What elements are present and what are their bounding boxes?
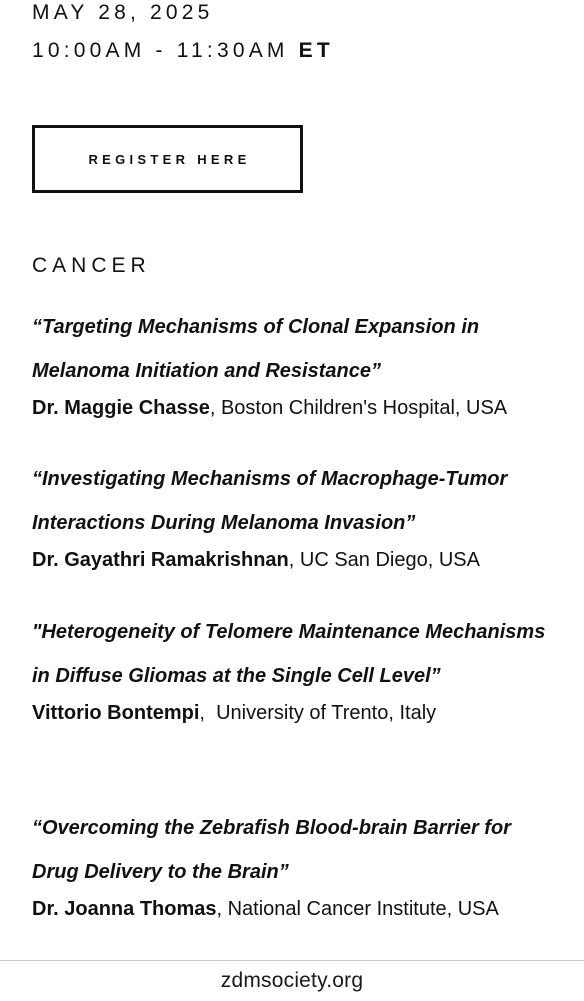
talk-title: “Overcoming the Zebrafish Blood-brain Barrier for Drug Delivery to the Brain” bbox=[32, 817, 511, 883]
speaker-affiliation: , Boston Children's Hospital, USA bbox=[209, 397, 508, 419]
speaker-affiliation: , UC San Diego, USA bbox=[288, 549, 480, 571]
talk-speaker bbox=[32, 894, 562, 924]
register-button[interactable] bbox=[32, 125, 303, 193]
browser-address-bar[interactable] bbox=[0, 960, 584, 1001]
section-heading: CANCER bbox=[32, 254, 151, 277]
talk-speaker bbox=[32, 545, 562, 575]
event-time-range: 10:00AM - 11:30AM bbox=[32, 39, 289, 62]
speaker-affiliation: , National Cancer Institute, USA bbox=[216, 898, 499, 920]
talk-speaker bbox=[32, 698, 562, 728]
event-time bbox=[32, 38, 334, 64]
talk-speaker bbox=[32, 393, 562, 423]
talk-title: “Investigating Mechanisms of Macrophage-Tumor Interactions During Melanoma Invasion” bbox=[32, 468, 508, 534]
event-date bbox=[32, 0, 214, 26]
talk-title: “Targeting Mechanisms of Clonal Expansion in Melanoma Initiation and Resistance” bbox=[32, 316, 480, 382]
speaker-name: Dr. Gayathri Ramakrishnan bbox=[32, 549, 289, 571]
register-button-label: REGISTER HERE bbox=[88, 151, 251, 167]
event-date-text: MAY 28, 2025 bbox=[32, 1, 214, 24]
talk-item bbox=[32, 457, 562, 575]
speaker-name: Vittorio Bontempi bbox=[32, 702, 200, 724]
speaker-affiliation: , University of Trento, Italy bbox=[199, 702, 437, 724]
speaker-name: Dr. Maggie Chasse bbox=[32, 397, 210, 419]
talk-item bbox=[32, 305, 562, 423]
talk-item bbox=[32, 610, 562, 728]
speaker-name: Dr. Joanna Thomas bbox=[32, 898, 217, 920]
event-timezone: ET bbox=[298, 39, 334, 62]
url-text: zdmsociety.org bbox=[220, 969, 364, 992]
talk-item bbox=[32, 806, 562, 924]
talk-title: "Heterogeneity of Telomere Maintenance Mechanisms in Diffuse Gliomas at the Single Cell Level” bbox=[32, 621, 546, 687]
